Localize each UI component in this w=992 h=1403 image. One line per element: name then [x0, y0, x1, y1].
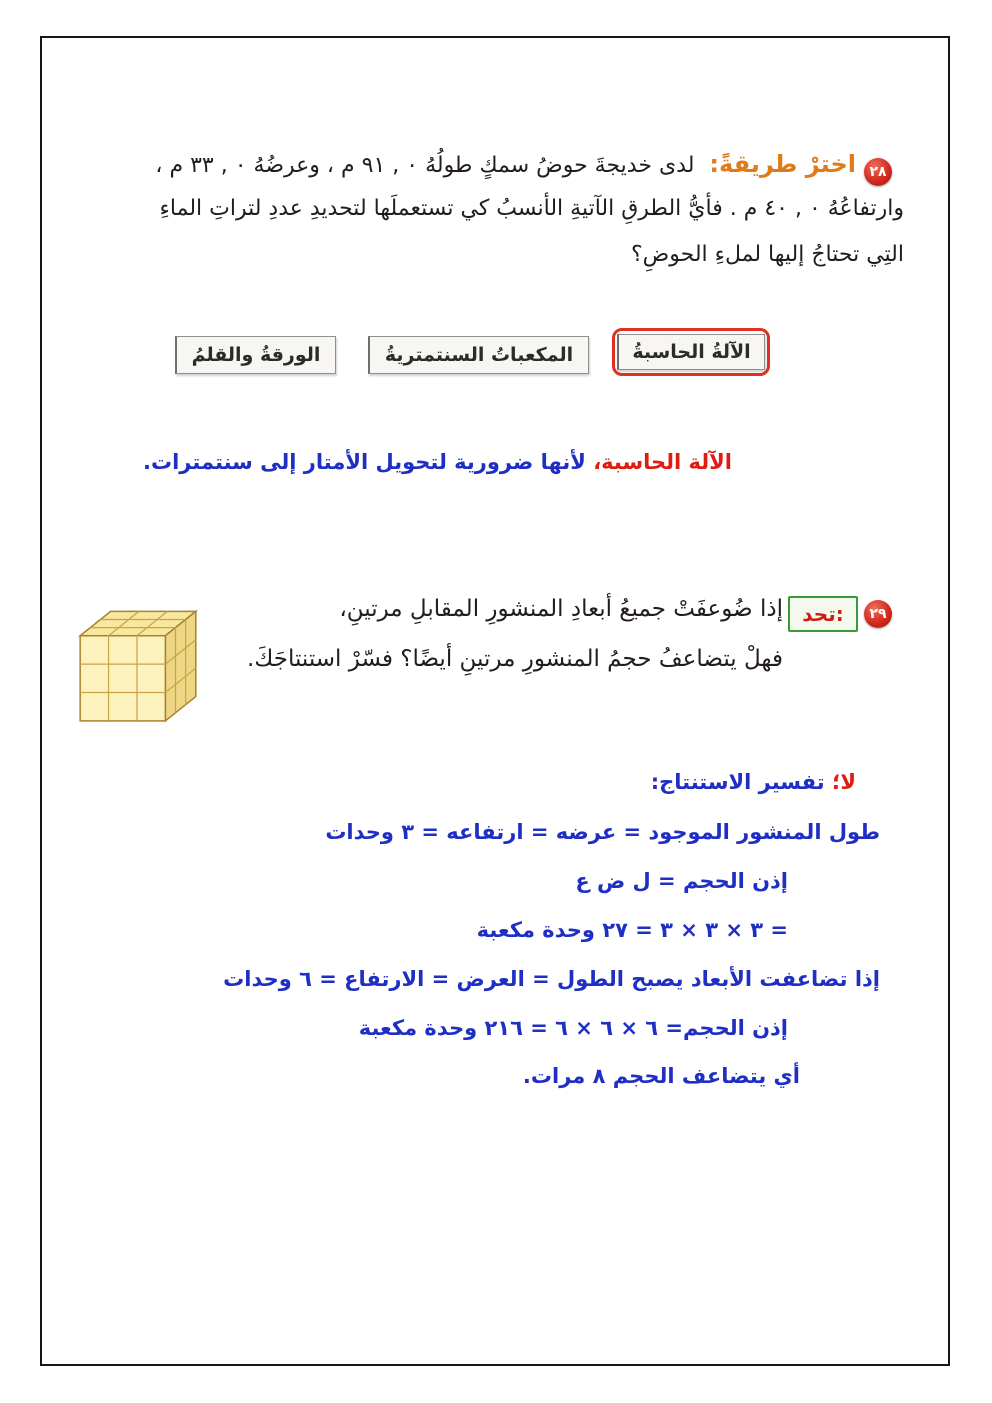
answer-choice-text: الآلة الحاسبة،: [593, 450, 732, 474]
problem-28-answer: [143, 450, 732, 474]
solution-line-7: أي يتضاعف الحجم ٨ مرات.: [522, 1064, 800, 1088]
solution-intro-text: تفسير الاستنتاج:: [650, 770, 825, 794]
solution-intro-line: [651, 770, 856, 794]
option-paper-and-pencil[interactable]: الورقةُ والقلمُ: [175, 336, 336, 374]
cube-illustration: [78, 585, 202, 727]
problem-28-statement-1: لدى خديجةَ حوضُ سمكٍ طولُهُ ٠ , ٩١ م ، وعرضُهُ ٠ , ٣٣ م ،: [155, 153, 695, 178]
problem-28-line-3: التِي تحتاجُ إليها لملءِ الحوضِ؟: [630, 242, 904, 267]
selected-option-highlight: [612, 328, 770, 376]
solution-line-4: = ٣ × ٣ × ٣ = ٢٧ وحدة مكعبة: [476, 918, 788, 942]
solution-line-5: إذا تضاعفت الأبعاد يصبح الطول = العرض = الارتفاع = ٦ وحدات: [223, 967, 880, 991]
option-calculator[interactable]: الآلةُ الحاسبةُ: [617, 334, 765, 370]
problem-29-line-1: إذا ضُوعفَتْ جميعُ أبعادِ المنشورِ المقابلِ مرتينِ،: [339, 596, 783, 622]
problem-28-line-2: وارتفاعُهُ ٠ , ٤٠ م . فأيُّ الطرقِ الآتيةِ الأنسبُ كي تستعملَها لتحديدِ عددِ لتراتِ الماءِ: [159, 196, 904, 221]
answer-explanation-text: لأنها ضرورية لتحويل الأمتار إلى سنتمترات.: [143, 450, 586, 474]
solution-line-3: إذن الحجم = ل ض ع: [575, 869, 788, 893]
problem-29-line-2: فهلْ يتضاعفُ حجمُ المنشورِ مرتينِ أيضًا؟ فسّرْ استنتاجَكَ.: [247, 646, 783, 672]
problem-29-number-badge: ٢٩: [864, 600, 892, 628]
solution-line-6: إذن الحجم= ٦ × ٦ × ٦ = ٢١٦ وحدة مكعبة: [358, 1016, 788, 1040]
solution-line-2: طول المنشور الموجود = عرضه = ارتفاعه = ٣ وحدات: [325, 820, 880, 844]
problem-28-line-1: [155, 150, 856, 178]
solution-no-word: لا؛: [831, 770, 856, 794]
choose-method-heading: اخترْ طريقةً:: [709, 150, 856, 178]
challenge-label: تحد:: [788, 596, 858, 632]
option-centimeter-cubes[interactable]: المكعباتُ السنتمتريةُ: [368, 336, 589, 374]
problem-28-number-badge: ٢٨: [864, 158, 892, 186]
